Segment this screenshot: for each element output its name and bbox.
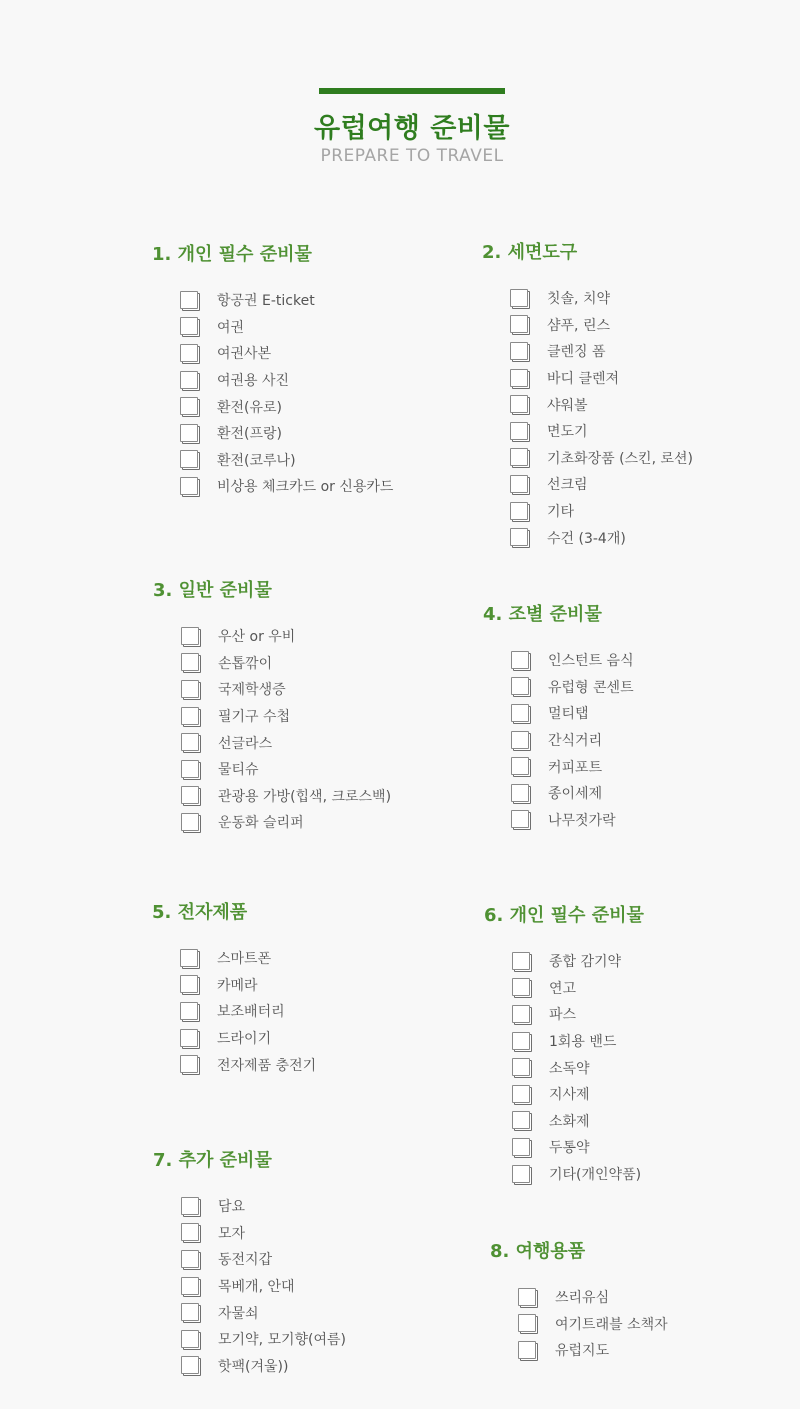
checklist-item-label: 소화제 bbox=[549, 1113, 590, 1130]
checkbox[interactable] bbox=[181, 1197, 200, 1216]
section-title: 8. 여행용품 bbox=[490, 1241, 586, 1262]
checkbox[interactable] bbox=[181, 627, 200, 646]
checklist-item-label: 선글라스 bbox=[218, 735, 273, 752]
checklist-item-label: 모자 bbox=[218, 1225, 246, 1242]
page-subtitle: PREPARE TO TRAVEL bbox=[320, 146, 504, 166]
checklist-item-label: 소독약 bbox=[549, 1060, 590, 1077]
checkbox[interactable] bbox=[510, 475, 529, 494]
checklist-item[interactable] bbox=[181, 1273, 463, 1300]
checklist-item[interactable] bbox=[180, 1051, 462, 1078]
checkbox[interactable] bbox=[181, 1303, 200, 1322]
checklist-item[interactable] bbox=[512, 1161, 794, 1188]
checklist-item-label: 멀티탭 bbox=[548, 706, 589, 723]
checklist-item-label: 면도기 bbox=[547, 424, 588, 441]
checkbox[interactable] bbox=[512, 978, 531, 997]
checkbox[interactable] bbox=[180, 1055, 199, 1074]
checkbox[interactable] bbox=[181, 813, 200, 832]
checklist-item[interactable] bbox=[511, 674, 793, 701]
checklist-item-label: 환전(유로) bbox=[217, 399, 283, 416]
checklist-item[interactable] bbox=[511, 727, 793, 754]
checkbox[interactable] bbox=[512, 1085, 531, 1104]
checklist-item[interactable] bbox=[180, 447, 462, 474]
section-medicine bbox=[484, 904, 794, 1187]
checklist-item-label: 종합 감기약 bbox=[549, 954, 622, 971]
checkbox[interactable] bbox=[180, 344, 199, 363]
checklist-item-label: 동전지갑 bbox=[218, 1252, 273, 1269]
checklist-item-label: 기타 bbox=[547, 504, 575, 521]
checkbox[interactable] bbox=[180, 949, 199, 968]
checklist-item-label: 항공권 E-ticket bbox=[217, 293, 315, 310]
checkbox[interactable] bbox=[512, 1165, 531, 1184]
checklist-item-label: 지사제 bbox=[549, 1087, 590, 1104]
checklist-item[interactable] bbox=[181, 756, 463, 783]
section-title: 3. 일반 준비물 bbox=[153, 580, 272, 601]
checklist-item[interactable] bbox=[510, 338, 792, 365]
checklist-item-label: 파스 bbox=[549, 1007, 577, 1024]
checkbox[interactable] bbox=[180, 1029, 199, 1048]
checklist-item-label: 샴푸, 린스 bbox=[547, 317, 610, 334]
checklist-item-label: 물티슈 bbox=[218, 762, 259, 779]
checklist-item[interactable] bbox=[511, 647, 793, 674]
checklist-item[interactable] bbox=[181, 729, 463, 756]
checklist bbox=[181, 1193, 463, 1379]
section-personal-essentials bbox=[152, 243, 462, 500]
checklist-item[interactable] bbox=[180, 367, 462, 394]
section-title: 1. 개인 필수 준비물 bbox=[152, 244, 312, 265]
checkbox[interactable] bbox=[511, 784, 530, 803]
checklist-item[interactable] bbox=[512, 1001, 794, 1028]
checkbox[interactable] bbox=[510, 315, 529, 334]
page-title: 유럽여행 준비물 bbox=[314, 113, 510, 144]
checkbox[interactable] bbox=[180, 975, 199, 994]
checklist-item[interactable] bbox=[180, 393, 462, 420]
checklist-item[interactable] bbox=[511, 780, 793, 807]
checklist-item[interactable] bbox=[180, 998, 462, 1025]
checklist bbox=[510, 285, 792, 551]
section-electronics bbox=[152, 901, 462, 1078]
checkbox[interactable] bbox=[180, 450, 199, 469]
section-extra-supplies bbox=[153, 1149, 463, 1379]
checklist-item-label: 칫솔, 치약 bbox=[547, 291, 610, 308]
section-title: 5. 전자제품 bbox=[152, 902, 248, 923]
checklist-item-label: 나무젓가락 bbox=[548, 812, 616, 829]
checkbox[interactable] bbox=[181, 1223, 200, 1242]
checkbox[interactable] bbox=[181, 680, 200, 699]
checkbox[interactable] bbox=[512, 1058, 531, 1077]
checklist-item-label: 1회용 밴드 bbox=[549, 1034, 617, 1051]
checklist-item[interactable] bbox=[512, 975, 794, 1002]
checklist-item-label: 연고 bbox=[549, 980, 577, 997]
checklist bbox=[512, 948, 794, 1187]
checkbox[interactable] bbox=[181, 1277, 200, 1296]
checklist-item-label: 환전(코루나) bbox=[217, 452, 296, 469]
checklist-item-label: 여권사본 bbox=[217, 346, 272, 363]
checklist-item[interactable] bbox=[512, 1054, 794, 1081]
checklist-item[interactable] bbox=[181, 783, 463, 810]
checklist-item[interactable] bbox=[512, 1081, 794, 1108]
checkbox[interactable] bbox=[181, 1356, 200, 1375]
checklist-item-label: 샤워볼 bbox=[547, 397, 588, 414]
checklist bbox=[180, 287, 462, 500]
checklist-item[interactable] bbox=[510, 312, 792, 339]
checklist-item-label: 유럽형 콘센트 bbox=[548, 679, 634, 696]
checklist-item-label: 두통약 bbox=[549, 1140, 590, 1157]
checklist-item[interactable] bbox=[510, 445, 792, 472]
checkbox[interactable] bbox=[180, 317, 199, 336]
checklist-item[interactable] bbox=[510, 498, 792, 525]
checklist-item[interactable] bbox=[181, 809, 463, 836]
checkbox[interactable] bbox=[510, 528, 529, 547]
checkbox[interactable] bbox=[512, 1111, 531, 1130]
checklist-item-label: 기초화장품 (스킨, 로션) bbox=[547, 450, 693, 467]
checklist-item[interactable] bbox=[181, 1246, 463, 1273]
checkbox[interactable] bbox=[181, 1330, 200, 1349]
checklist-item-label: 카메라 bbox=[217, 977, 258, 994]
checkbox[interactable] bbox=[518, 1288, 537, 1307]
checkbox[interactable] bbox=[180, 291, 199, 310]
checklist-item[interactable] bbox=[511, 753, 793, 780]
checkbox[interactable] bbox=[510, 395, 529, 414]
checklist bbox=[511, 647, 793, 833]
checklist-item-label: 비상용 체크카드 or 신용카드 bbox=[217, 479, 394, 496]
checklist-item-label: 선크림 bbox=[547, 477, 588, 494]
checklist-item-label: 유럽지도 bbox=[555, 1343, 610, 1360]
checklist-item[interactable] bbox=[181, 1220, 463, 1247]
checkbox[interactable] bbox=[512, 952, 531, 971]
checklist-item-label: 담요 bbox=[218, 1199, 246, 1216]
checklist-item[interactable] bbox=[180, 420, 462, 447]
checkbox[interactable] bbox=[181, 707, 200, 726]
checklist-item[interactable] bbox=[180, 473, 462, 500]
checklist-item-label: 여권 bbox=[217, 319, 245, 336]
checklist-item[interactable] bbox=[510, 391, 792, 418]
checkbox[interactable] bbox=[518, 1341, 537, 1360]
checkbox[interactable] bbox=[510, 369, 529, 388]
checklist-item[interactable] bbox=[518, 1311, 800, 1338]
checklist-item-label: 여기트래블 소책자 bbox=[555, 1316, 668, 1333]
checklist-item[interactable] bbox=[181, 1193, 463, 1220]
checklist-item[interactable] bbox=[511, 807, 793, 834]
checklist-item-label: 운동화 슬리퍼 bbox=[218, 815, 304, 832]
checkbox[interactable] bbox=[511, 704, 530, 723]
checklist bbox=[181, 623, 463, 836]
checkbox[interactable] bbox=[510, 502, 529, 521]
checklist-item-label: 목베개, 안대 bbox=[218, 1279, 295, 1296]
checklist-item-label: 국제학생증 bbox=[218, 682, 286, 699]
checklist-item[interactable] bbox=[181, 1326, 463, 1353]
checklist-item-label: 자물쇠 bbox=[218, 1305, 259, 1322]
checklist-item[interactable] bbox=[512, 1134, 794, 1161]
checklist-item[interactable] bbox=[510, 418, 792, 445]
checkbox[interactable] bbox=[181, 786, 200, 805]
checkbox[interactable] bbox=[511, 731, 530, 750]
checkbox[interactable] bbox=[510, 422, 529, 441]
section-general-supplies bbox=[153, 579, 463, 836]
checklist-item-label: 손톱깎이 bbox=[218, 655, 273, 672]
checklist-item-label: 스마트폰 bbox=[217, 951, 272, 968]
checklist-item-label: 바디 클렌져 bbox=[547, 371, 620, 388]
checklist-item[interactable] bbox=[512, 1108, 794, 1135]
checkbox[interactable] bbox=[518, 1314, 537, 1333]
checklist-item[interactable] bbox=[511, 700, 793, 727]
checklist-item-label: 기타(개인약품) bbox=[549, 1167, 642, 1184]
section-title: 2. 세면도구 bbox=[482, 242, 578, 263]
checklist-item-label: 드라이기 bbox=[217, 1031, 272, 1048]
checkbox[interactable] bbox=[511, 810, 530, 829]
checkbox[interactable] bbox=[510, 342, 529, 361]
checklist-item-label: 전자제품 충전기 bbox=[217, 1057, 317, 1074]
checkbox[interactable] bbox=[512, 1032, 531, 1051]
checklist-item-label: 커피포트 bbox=[548, 759, 603, 776]
checkbox[interactable] bbox=[512, 1138, 531, 1157]
checklist-item[interactable] bbox=[510, 524, 792, 551]
checkbox[interactable] bbox=[180, 397, 199, 416]
checkbox[interactable] bbox=[180, 1002, 199, 1021]
checklist-item[interactable] bbox=[180, 945, 462, 972]
checklist-item[interactable] bbox=[510, 365, 792, 392]
checkbox[interactable] bbox=[180, 477, 199, 496]
checklist-item-label: 환전(프랑) bbox=[217, 426, 283, 443]
checklist-item-label: 여권용 사진 bbox=[217, 373, 290, 390]
checkbox[interactable] bbox=[510, 289, 529, 308]
checklist-item[interactable] bbox=[510, 471, 792, 498]
checkbox[interactable] bbox=[512, 1005, 531, 1024]
checkbox[interactable] bbox=[180, 371, 199, 390]
checklist-item-label: 인스턴트 음식 bbox=[548, 653, 634, 670]
checklist-item[interactable] bbox=[180, 1025, 462, 1052]
checklist-item-label: 핫팩(겨울)) bbox=[218, 1358, 289, 1375]
checklist-item[interactable] bbox=[512, 1028, 794, 1055]
checklist bbox=[518, 1284, 800, 1364]
checklist bbox=[180, 945, 462, 1078]
checklist-item[interactable] bbox=[512, 948, 794, 975]
checkbox[interactable] bbox=[511, 757, 530, 776]
checklist-item-label: 종이세제 bbox=[548, 786, 603, 803]
header-accent-bar bbox=[319, 88, 505, 94]
section-title: 4. 조별 준비물 bbox=[483, 604, 602, 625]
checklist-item-label: 보조배터리 bbox=[217, 1004, 285, 1021]
checklist-item[interactable] bbox=[180, 340, 462, 367]
section-toiletries bbox=[482, 241, 792, 551]
checklist-item-label: 간식거리 bbox=[548, 733, 603, 750]
checklist-item[interactable] bbox=[518, 1337, 800, 1364]
checklist-item[interactable] bbox=[181, 703, 463, 730]
section-travel-goods bbox=[490, 1240, 800, 1364]
checklist-item[interactable] bbox=[180, 314, 462, 341]
checklist-item-label: 수건 (3-4개) bbox=[547, 530, 626, 547]
checklist-item[interactable] bbox=[510, 285, 792, 312]
section-title: 7. 추가 준비물 bbox=[153, 1150, 272, 1171]
checklist-item[interactable] bbox=[180, 287, 462, 314]
checkbox[interactable] bbox=[180, 424, 199, 443]
checklist-item[interactable] bbox=[181, 623, 463, 650]
checkbox[interactable] bbox=[511, 677, 530, 696]
checklist-item[interactable] bbox=[181, 1353, 463, 1380]
checklist-item[interactable] bbox=[181, 650, 463, 677]
checkbox[interactable] bbox=[181, 760, 200, 779]
checklist-item[interactable] bbox=[180, 972, 462, 999]
checklist-item-label: 우산 or 우비 bbox=[218, 629, 296, 646]
checklist-item-label: 관광용 가방(힙색, 크로스백) bbox=[218, 788, 392, 805]
checklist-item[interactable] bbox=[181, 676, 463, 703]
checkbox[interactable] bbox=[181, 1250, 200, 1269]
checklist-item-label: 클렌징 폼 bbox=[547, 344, 606, 361]
checkbox[interactable] bbox=[181, 733, 200, 752]
checklist-item-label: 모기약, 모기향(여름) bbox=[218, 1332, 347, 1349]
checklist-item[interactable] bbox=[181, 1299, 463, 1326]
checklist-item[interactable] bbox=[518, 1284, 800, 1311]
section-group-supplies bbox=[483, 603, 793, 833]
checkbox[interactable] bbox=[511, 651, 530, 670]
checkbox[interactable] bbox=[510, 448, 529, 467]
checklist-item-label: 필기구 수첩 bbox=[218, 709, 291, 726]
checklist-item-label: 쓰리유심 bbox=[555, 1290, 610, 1307]
section-title: 6. 개인 필수 준비물 bbox=[484, 905, 644, 926]
checkbox[interactable] bbox=[181, 653, 200, 672]
